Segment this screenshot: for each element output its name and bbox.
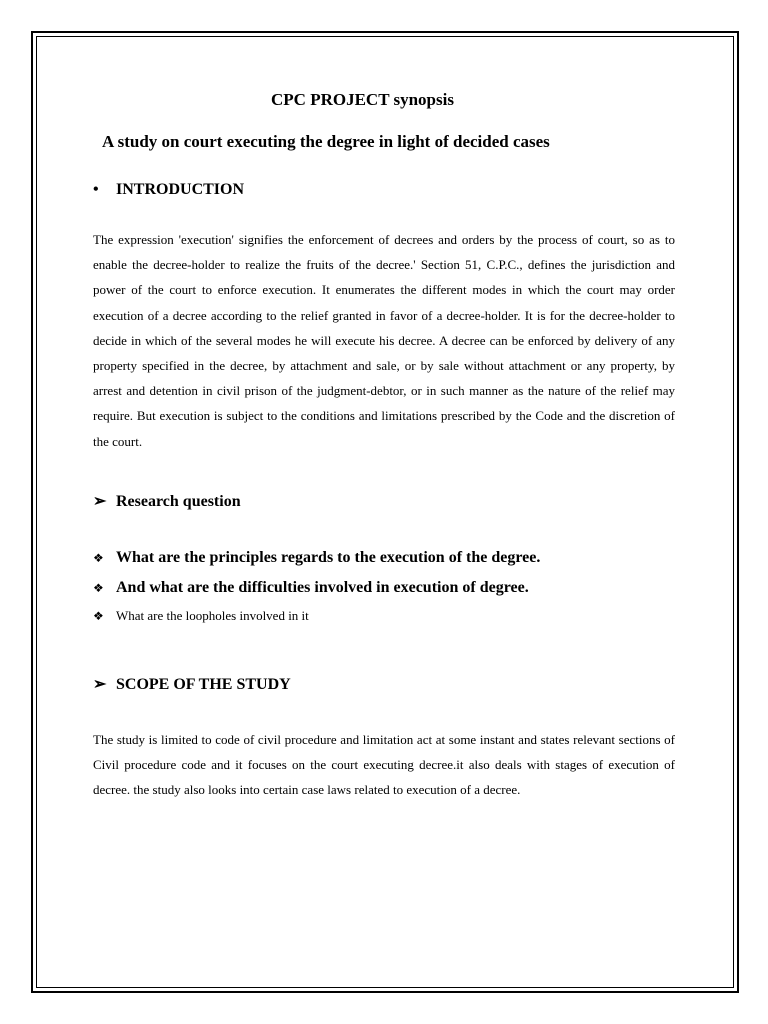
diamond-bullet-icon: ❖ [93, 581, 104, 595]
diamond-bullet-icon: ❖ [93, 551, 104, 565]
research-question-item [93, 549, 540, 567]
document-subtitle: A study on court executing the degree in light of decided cases [102, 132, 550, 151]
research-question-text: What are the principles regards to the execution of the degree. [116, 549, 541, 566]
arrow-bullet-icon: ➢ [93, 676, 107, 693]
research-heading: Research question [116, 493, 241, 510]
bullet-dot-icon: • [93, 181, 99, 198]
scope-heading-row [93, 674, 291, 694]
research-question-item [93, 579, 529, 597]
scope-heading: SCOPE OF THE STUDY [116, 676, 291, 693]
research-heading-row [93, 491, 241, 511]
research-question-text: What are the loopholes involved in it [116, 608, 309, 623]
research-question-text: And what are the difficulties involved in execution of degree. [116, 579, 529, 596]
research-question-item [93, 608, 309, 624]
introduction-paragraph: The expression 'execution' signifies the enforcement of decrees and orders by the process of court, so as to enable the decree-holder to realize the fruits of the decree.' Section 51, C.P.C., defines the jurisdiction and power of the court to enforce execution. It enumerates the different modes in which the court may order execution of a decree according to the relief granted in favor of a decree-holder. It is for the decree-holder to decide in which of the several modes he will execute his decree. A decree can be enforced by delivery of any property specified in the decree, by attachment and sale, or by sale without attachment or any property, by arrest and detention in civil prison of the judgment-debtor, or in such manner as the nature of the relief may require. But execution is subject to the conditions and limitations prescribed by the Code and the discretion of the court. [93, 232, 675, 449]
diamond-bullet-icon: ❖ [93, 609, 104, 623]
page-border-inner [36, 36, 734, 988]
introduction-heading: INTRODUCTION [116, 181, 245, 198]
arrow-bullet-icon: ➢ [93, 493, 107, 510]
document-title: CPC PROJECT synopsis [271, 90, 454, 109]
introduction-heading-row [93, 181, 244, 199]
scope-paragraph: The study is limited to code of civil procedure and limitation act at some instant and states relevant sections of Civil procedure code and it focuses on the court executing decree.it also deals with stages of execution of decree. the study also looks into certain case laws related to execution of a decree. [93, 732, 675, 798]
